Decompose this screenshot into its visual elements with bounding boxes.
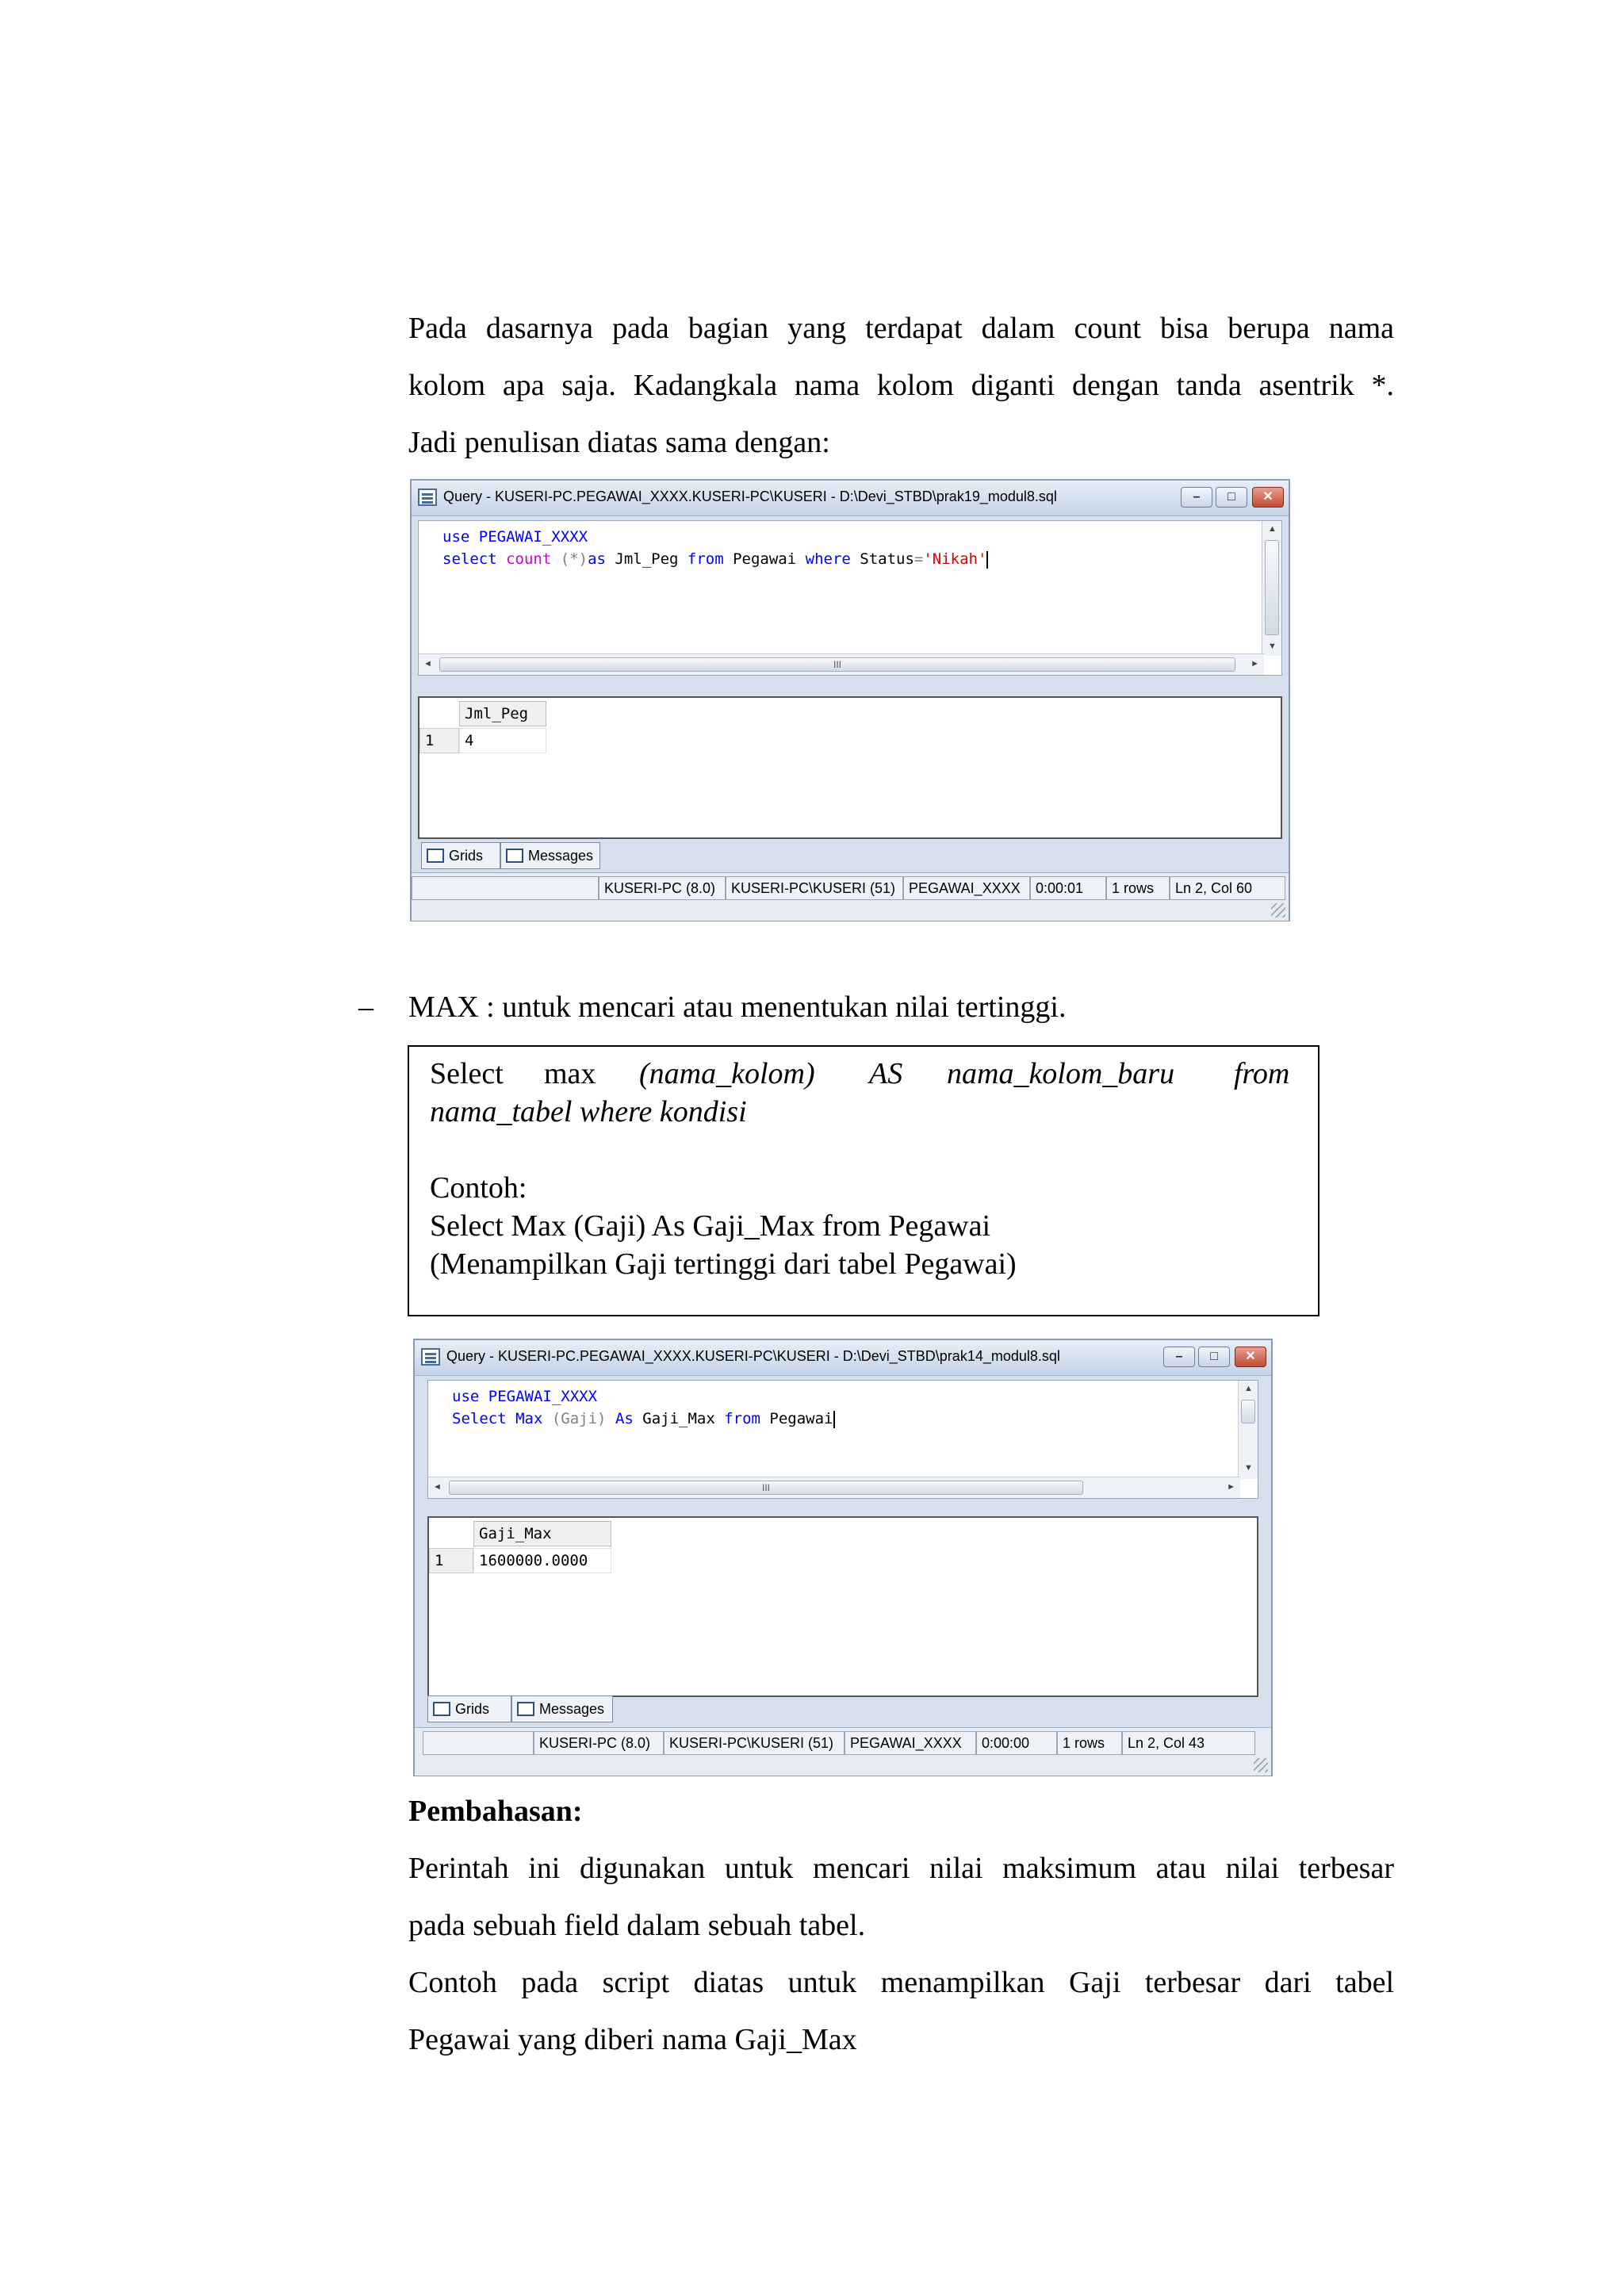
discussion-line: pada sebuah field dalam sebuah tabel. xyxy=(408,1909,866,1942)
query-window-icon xyxy=(421,1348,440,1366)
status-rows: 1 rows xyxy=(1106,876,1170,900)
status-user: KUSERI-PC\KUSERI (51) xyxy=(726,876,903,900)
status-rows: 1 rows xyxy=(1057,1731,1122,1755)
row-number: 1 xyxy=(429,1548,473,1573)
status-position: Ln 2, Col 43 xyxy=(1122,1731,1255,1755)
query-window-count xyxy=(410,479,1290,921)
editor-vertical-scrollbar[interactable] xyxy=(1262,521,1281,656)
resize-grip-icon[interactable] xyxy=(1271,903,1285,918)
scroll-right-icon[interactable]: ► xyxy=(1251,659,1259,669)
minimize-icon: – xyxy=(1175,1350,1183,1363)
grid-icon xyxy=(433,1702,450,1716)
title-bar[interactable] xyxy=(412,481,1289,516)
code-line-2: select count (*)as Jml_Peg from Pegawai where Status='Nikah' xyxy=(442,550,987,568)
status-server: KUSERI-PC (8.0) xyxy=(534,1731,664,1755)
resize-grip-icon[interactable] xyxy=(1254,1758,1268,1772)
column-header[interactable]: Jml_Peg xyxy=(459,701,546,726)
sql-editor[interactable] xyxy=(418,520,1282,676)
intro-line: Pada dasarnya pada bagian yang terdapat dalam count bisa berupa nama xyxy=(408,312,1394,345)
syntax-line-2: nama_tabel where kondisi xyxy=(430,1095,747,1128)
discussion-paragraph xyxy=(408,1840,1394,2068)
sql-code xyxy=(452,1385,835,1430)
discussion-line: Pegawai yang diberi nama Gaji_Max xyxy=(408,2023,857,2056)
scroll-down-icon[interactable]: ▼ xyxy=(1244,1463,1253,1473)
intro-line: Jadi penulisan diatas sama dengan: xyxy=(408,426,830,459)
query-window-icon xyxy=(418,489,437,506)
tab-grids[interactable]: Grids xyxy=(421,842,500,869)
results-grid xyxy=(418,696,1282,839)
status-user: KUSERI-PC\KUSERI (51) xyxy=(664,1731,845,1755)
scroll-left-icon[interactable]: ◄ xyxy=(423,659,432,669)
status-elapsed: 0:00:01 xyxy=(1030,876,1106,900)
status-elapsed: 0:00:00 xyxy=(976,1731,1057,1755)
example-query: Select Max (Gaji) As Gaji_Max from Pegawai xyxy=(430,1209,991,1243)
syntax-word: from xyxy=(1234,1057,1290,1090)
status-position: Ln 2, Col 60 xyxy=(1170,876,1285,900)
syntax-box xyxy=(408,1045,1320,1316)
sql-code xyxy=(442,526,988,570)
intro-paragraph xyxy=(408,300,1394,471)
scroll-left-icon[interactable]: ◄ xyxy=(433,1482,442,1492)
result-cell[interactable]: 4 xyxy=(459,728,546,753)
window-title: Query - KUSERI-PC.PEGAWAI_XXXX.KUSERI-PC\KUSERI - D:\Devi_STBD\prak14_modul8.sql xyxy=(446,1348,1060,1364)
code-line-1: use PEGAWAI_XXXX xyxy=(452,1388,598,1405)
status-server: KUSERI-PC (8.0) xyxy=(599,876,726,900)
syntax-word: max xyxy=(544,1057,596,1090)
scroll-up-icon[interactable]: ▲ xyxy=(1244,1384,1253,1393)
close-button[interactable] xyxy=(1235,1347,1266,1367)
result-tabs xyxy=(421,842,738,869)
discussion-line: Contoh pada script diatas untuk menampilkan Gaji terbesar dari tabel xyxy=(408,1966,1394,1999)
messages-icon xyxy=(506,849,523,863)
bullet-max-text: MAX : untuk mencari atau menentukan nilai tertinggi. xyxy=(408,990,1067,1024)
code-line-1: use PEGAWAI_XXXX xyxy=(442,528,588,546)
close-button[interactable] xyxy=(1252,487,1284,508)
scroll-thumb-horizontal[interactable]: III xyxy=(439,657,1235,672)
results-grid xyxy=(427,1516,1258,1697)
scroll-down-icon[interactable]: ▼ xyxy=(1268,642,1277,651)
status-database: PEGAWAI_XXXX xyxy=(845,1731,976,1755)
syntax-word: AS xyxy=(869,1057,903,1090)
example-note: (Menampilkan Gaji tertinggi dari tabel Pegawai) xyxy=(430,1247,1017,1281)
discussion-line: Perintah ini digunakan untuk mencari nilai maksimum atau nilai terbesar xyxy=(408,1852,1394,1885)
scroll-thumb[interactable] xyxy=(1265,540,1279,635)
scroll-up-icon[interactable]: ▲ xyxy=(1268,524,1277,534)
window-title: Query - KUSERI-PC.PEGAWAI_XXXX.KUSERI-PC\KUSERI - D:\Devi_STBD\prak19_modul8.sql xyxy=(443,489,1057,504)
tab-messages[interactable]: Messages xyxy=(500,842,600,869)
status-database: PEGAWAI_XXXX xyxy=(903,876,1030,900)
close-icon: ✕ xyxy=(1262,490,1274,504)
tab-grids[interactable]: Grids xyxy=(427,1695,511,1722)
maximize-icon: □ xyxy=(1228,490,1235,504)
text-caret xyxy=(986,551,988,569)
example-label: Contoh: xyxy=(430,1171,527,1205)
scroll-thumb[interactable] xyxy=(1241,1400,1255,1423)
syntax-word: (nama_kolom) xyxy=(639,1057,815,1090)
status-empty xyxy=(412,876,599,900)
bullet-dash: – xyxy=(358,990,373,1024)
scroll-right-icon[interactable]: ► xyxy=(1227,1482,1235,1492)
maximize-icon: □ xyxy=(1210,1350,1218,1363)
editor-vertical-scrollbar[interactable] xyxy=(1238,1381,1258,1479)
code-line-2: Select Max (Gaji) As Gaji_Max from Pegawai xyxy=(452,1410,833,1427)
maximize-button[interactable] xyxy=(1198,1347,1230,1367)
editor-horizontal-scrollbar[interactable] xyxy=(419,653,1264,675)
close-icon: ✕ xyxy=(1245,1350,1256,1363)
minimize-button[interactable] xyxy=(1163,1347,1195,1367)
syntax-word: Select xyxy=(430,1057,504,1090)
status-empty xyxy=(423,1731,534,1755)
syntax-word: nama_kolom_baru xyxy=(947,1057,1175,1090)
sql-editor[interactable] xyxy=(427,1380,1258,1499)
row-number: 1 xyxy=(419,728,459,753)
result-tabs xyxy=(427,1695,745,1722)
column-header[interactable]: Gaji_Max xyxy=(473,1521,611,1546)
minimize-button[interactable] xyxy=(1181,487,1212,508)
discussion-heading: Pembahasan: xyxy=(408,1795,583,1828)
title-bar[interactable] xyxy=(415,1340,1271,1376)
query-window-max xyxy=(413,1339,1273,1776)
editor-horizontal-scrollbar[interactable] xyxy=(428,1477,1240,1498)
minimize-icon: – xyxy=(1193,490,1201,504)
tab-messages[interactable]: Messages xyxy=(511,1695,613,1722)
text-caret xyxy=(833,1411,835,1428)
intro-line: kolom apa saja. Kadangkala nama kolom diganti dengan tanda asentrik *. xyxy=(408,369,1394,402)
grid-icon xyxy=(427,849,444,863)
maximize-button[interactable] xyxy=(1216,487,1247,508)
scroll-thumb-horizontal[interactable]: III xyxy=(449,1481,1083,1495)
status-bar xyxy=(412,872,1289,921)
messages-icon xyxy=(517,1702,534,1716)
status-bar xyxy=(415,1727,1271,1776)
result-cell[interactable]: 1600000.0000 xyxy=(473,1548,611,1573)
